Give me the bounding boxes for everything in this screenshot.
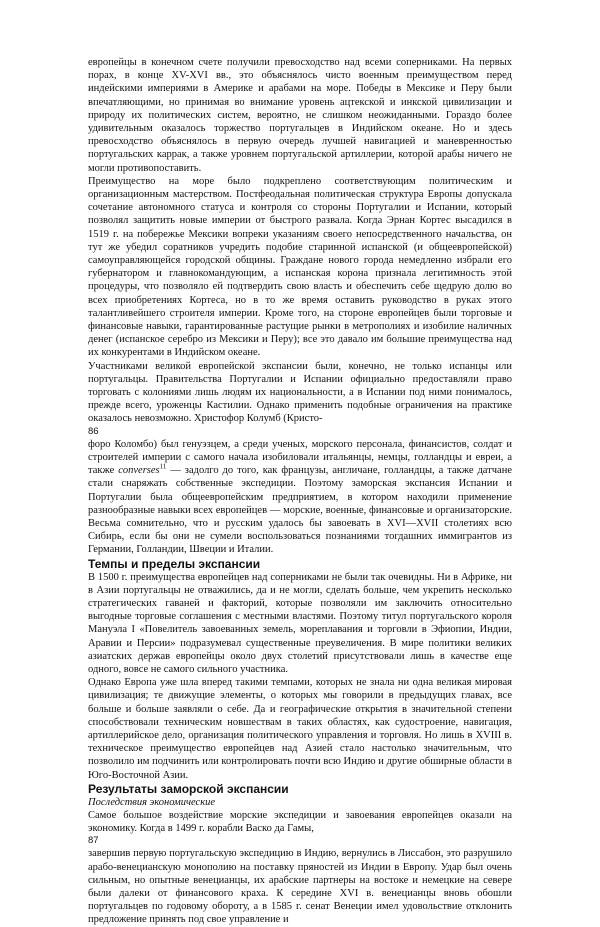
paragraph-text: форо Коломбо) был генуэзцем, а среди ученых, морского персонала, финансистов, солдат и строителей империи с самого начала изобиловали итальянцы, немцы, голландцы и евреи, а также: [88, 438, 512, 477]
paragraph: завершив первую португальскую экспедицию в Индию, вернулись в Лиссабон, это разрушило арабо-венецианскую монополию на поставку пряностей из Индии в Европу. Удар был очень сильным, но опытные венецианцы, их арабские партнеры на востоке и немецкие на севере были далеки от финансового краха. К середине XVI в. венецианцы вновь обошли португальцев по годовому обороту, а в 1585 г. сенат Венеции имел удовольствие отклонить предложение принять под свое управление и: [88, 848, 512, 926]
italic-term: converses: [118, 465, 160, 477]
document-page: [88, 56, 512, 927]
page-number: 87: [88, 835, 99, 847]
paragraph: Самое большое воздействие морские экспедиции и завоевания европейцев оказали на экономику. Когда в 1499 г. корабли Васко да Гамы,: [88, 809, 512, 835]
paragraph: Преимущество на море было подкреплено соответствующим политическим и организационным мастерством. Постфеодальная политическая структура Европы допускала сочетание автономного статуса и контроля со стороны Португалии и Испании, который позволял защитить новые империи от быстрого развала. Когда Эрнан Кортес высадился в 1519 г. на побережье Мексики вопреки указаниям своего непосредственного начальства, он тут же убедил соратников учредить подобие старинной испанской (и общеевропейской) самоуправляющейся городской общины. Граждане нового города немедленно избрали его губернатором и главнокомандующим, а испанская корона признала легитимность этой процедуры, что позволяло ей подтвердить свою власть и обеспечить себе щедрую долю во всех приобретениях Кортеса, но в то же время оставить руководство в руках этого талантливейшего строителя империи. Кроме того, на стороне европейцев были торговые и финансовые навыки, гарантированные растущие рынки в метрополиях и изобилие наличных денег (испанское серебро из Мексики и Перу); все это давало им большие преимущества над их конкурентами в Индийском океане.: [88, 175, 512, 359]
paragraph: [88, 438, 512, 557]
paragraph: Участниками великой европейской экспансии были, конечно, не только испанцы или португальцы. Правительства Португалии и Испании официально предоставляли право торговать с колониями лишь людям их национальности, а в Испании под ними понималось, прежде всего, уроженцы Кастилии. Однако применить подобные ограничения на практике оказалось невозможно. Христофор Колумб (Кристо-: [88, 360, 512, 425]
section-heading: Темпы и пределы экспансии: [88, 556, 261, 571]
paragraph: европейцы в конечном счете получили превосходство над всеми соперниками. На первых порах, в конце XV-XVI вв., это объяснялось чисто военным преимуществом перед индейскими империями в Америке и арабами на море. Победы в Мексике и Перу были впечатляющими, но принимая во внимание уровень ацтекской и инкской цивилизации и природу их политических систем, вероятно, не слишком неожиданными. Гораздо более удивительным оказалось торжество португальцев в Индийском океане. Но и здесь превосходство объяснялось в первую очередь лучшей навигацией и маневренностью португальских каррак, а также уровнем португальской артиллерии, которой арабы ничего не могли противопоставить.: [88, 57, 512, 174]
paragraph: Однако Европа уже шла вперед такими темпами, которых не знала ни одна великая мировая цивилизация; те движущие элементы, о которых мы говорили в предыдущих главах, все больше и больше заявляли о себе. Да и географические открытия в значительной степени способствовали техническим новшествам в таких областях, как судостроение, навигация, артиллерийское дело, организация политического управления и торговля. Но лишь в XVIII в. техническое преимущество европейцев над Азией стало настолько значительным, что позволило им подчинить или контролировать почти всю Индию и другие обширные области в Юго-Восточной Азии.: [88, 677, 512, 781]
paragraph-text: — задолго до того, как французы, англичане, голландцы, а также датчане стали снаряжать собственные экспедиции. Поэтому заморская экспансия Испании и Португалии была общеевропейским предприятием, в котором находили применение разнообразные навыки всех европейцев — морские, военные, финансовые и организаторские. Весьма сомнительно, что и русским удалось бы завоевать в XVI—XVII столетиях всю Сибирь, если бы они не сумели воспользоваться познаниями тогдашних иммигрантов из Германии, Голландии, Швеции и Италии.: [88, 465, 512, 556]
subsection-heading: Последствия экономические: [88, 796, 216, 808]
section-heading: Результаты заморской экспансии: [88, 781, 289, 796]
page-number: 86: [88, 425, 99, 437]
paragraph: В 1500 г. преимущества европейцев над соперниками не были так очевидны. Ни в Африке, ни в Азии португальцы не отважились, да и не могли, сделать больше, чем укрепить несколько стратегических гаваней и факторий, которые позволяли им заключить относительно выгодные торговые соглашения с местными властями. Поэтому титул португальского короля Мануэла I «Повелитель завоеванных земель, мореплавания и торговли в Эфиопии, Индии, Аравии и Персии» подразумевал существенные преувеличения. В мире политики великих азиатских держав европейцы около двух столетий присутствовали лишь в качестве еще одного, вовсе не самого сильного участника.: [88, 571, 512, 675]
footnote-marker: 11: [159, 462, 167, 471]
